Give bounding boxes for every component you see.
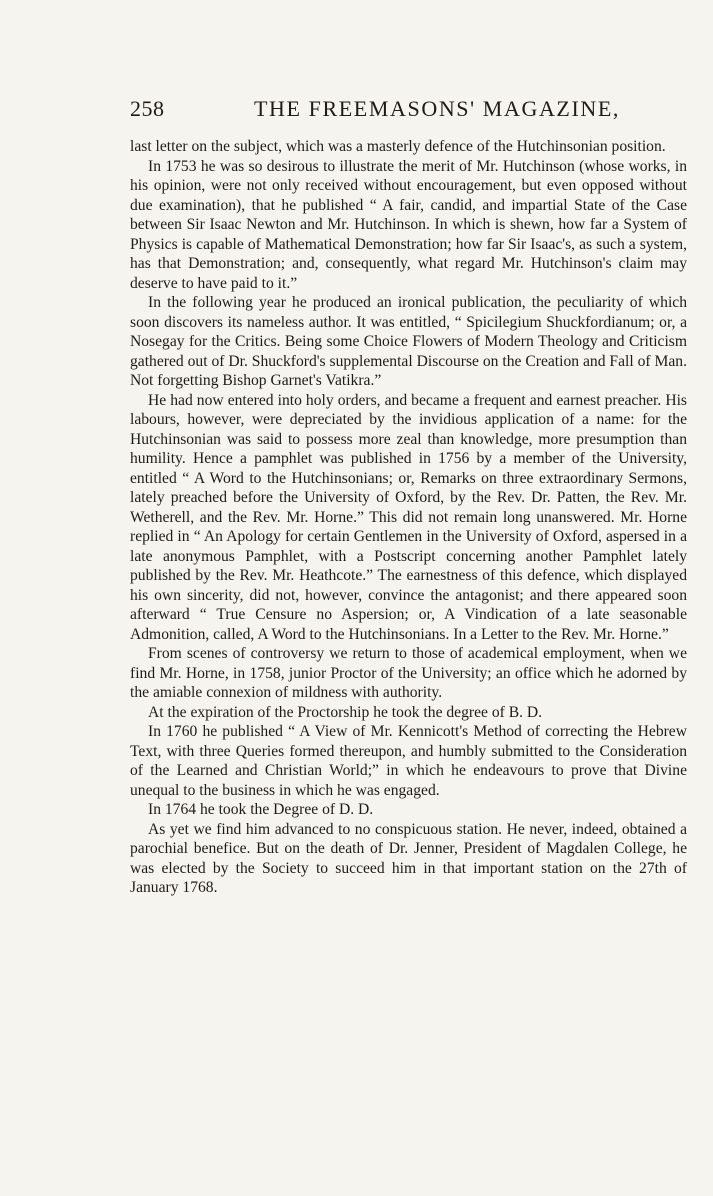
running-head [130,96,687,126]
journal-title: THE FREEMASONS' MAGAZINE, [254,96,621,121]
paragraph-kennicott: In 1760 he published “ A View of Mr. Kennicott's Method of correcting the Hebrew Text, with three Queries formed thereupon, and humbly submitted to the Consideration of the Learned and Christian World;” in which he endeavours to prove that Divine unequal to the business in which he was engaged. [130,723,687,799]
paragraph-bd-degree: At the expiration of the Proctorship he took the degree of B. D. [148,703,543,721]
paragraph-holy-orders: He had now entered into holy orders, and became a frequent and earnest preacher. His labours, however, were depreciated by the invidious application of a name: for the Hutchinsonian was said to possess more zeal than knowledge, more presumption than humility. Hence a pamphlet was published in 1756 by a member of the University, entitled “ A Word to the Hutchinsonians; or, Remarks on three extraordinary Sermons, lately preached before the University of Oxford, by the Rev. Dr. Patten, the Rev. Mr. Wetherell, and the Rev. Mr. Horne.” This did not remain long unanswered. Mr. Horne replied in “ An Apology for certain Gentlemen in the University of Oxford, aspersed in a late anonymous Pamphlet, with a Postscript concerning another Pamphlet lately published by the Rev. Mr. Heathcote.” The earnestness of this defence, which displayed his own sincerity, did not, however, convince the antagonist; and there appeared soon afterward “ True Censure no Aspersion; or, A Vindication of a late seasonable Admonition, called, A Word to the Hutchinsonians. In a Letter to the Rev. Mr. Horne.” [130,391,687,643]
paragraph-dd-degree: In 1764 he took the Degree of D. D. [148,801,374,818]
page-number: 258 [130,96,165,121]
paragraph-spicilegium: In the following year he produced an ironical publication, the peculiarity of which soon discovers its nameless author. It was entitled, “ Spicilegium Shuckfordianum; or, a Nosegay for the Critics. Being some Choice Flowers of Modern Theology and Criticism gathered out of Dr. Shuckford's supplemental Discourse on the Creation and Fall of Man. Not forgetting Bishop Garnet's Vatikra.” [130,294,687,389]
paragraph-continued: last letter on the subject, which was a masterly defence of the Hutchinsonian position. [130,138,666,155]
paragraph-proctor: From scenes of controversy we return to those of academical employment, when we find Mr. Horne, in 1758, junior Proctor of the University; an office which he adorned by the amiable connexion of mildness with authority. [130,645,687,701]
article-body [130,137,687,898]
paragraph-magdalen: As yet we find him advanced to no conspicuous station. He never, indeed, obtained a parochial benefice. But on the death of Dr. Jenner, President of Magdalen College, he was elected by the Society to succeed him in that important station on the 27th of January 1768. [130,820,687,896]
paragraph-1753-publication: In 1753 he was so desirous to illustrate the merit of Mr. Hutchinson (whose works, in his opinion, were not only received without encouragement, but even opposed without due examination), that he published “ A fair, candid, and impartial State of the Case between Sir Isaac Newton and Mr. Hutchinson. In which is shewn, how far a System of Physics is capable of Mathematical Demonstration; how far Sir Isaac's, as such a system, has that Demonstration; and, consequently, what regard Mr. Hutchinson's claim may deserve to have paid to it.” [130,157,687,292]
